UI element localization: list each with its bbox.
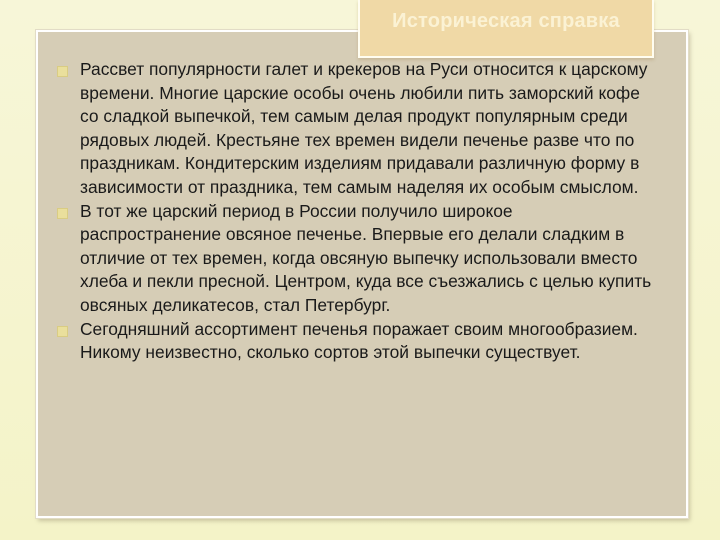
bullet-text: В тот же царский период в России получило широкое распространение овсяное печенье. Впервые его делали сладким в отличие от тех времен, когда овсяную выпечку использовали вместо хлеба и пекли пресной. Центром, куда все съезжались с целью купить овсяных деликатесов, стал Петербург. [80,200,652,315]
bullet-item [56,58,656,200]
bullet-text: Сегодняшний ассортимент печенья поражает своим многообразием. Никому неизвестно, сколько сортов этой выпечки существует. [80,318,638,363]
square-bullet-icon [57,208,68,219]
square-bullet-icon [57,66,68,77]
title-tab [358,0,654,58]
bullet-list [56,58,656,365]
bullet-item [56,318,656,365]
slide-title: Историческая справка [392,9,620,32]
square-bullet-icon [57,326,68,337]
bullet-item [56,200,656,318]
bullet-text: Рассвет популярности галет и крекеров на Руси относится к царскому времени. Многие царские особы очень любили пить заморский кофе со сладкой выпечкой, тем самым делая продукт популярным среди рядовых людей. Крестьяне тех времен видели печенье разве что по праздникам. Кондитерским изделиям придавали различную форму в зависимости от праздника, тем самым наделяя их особым смыслом. [80,59,648,197]
